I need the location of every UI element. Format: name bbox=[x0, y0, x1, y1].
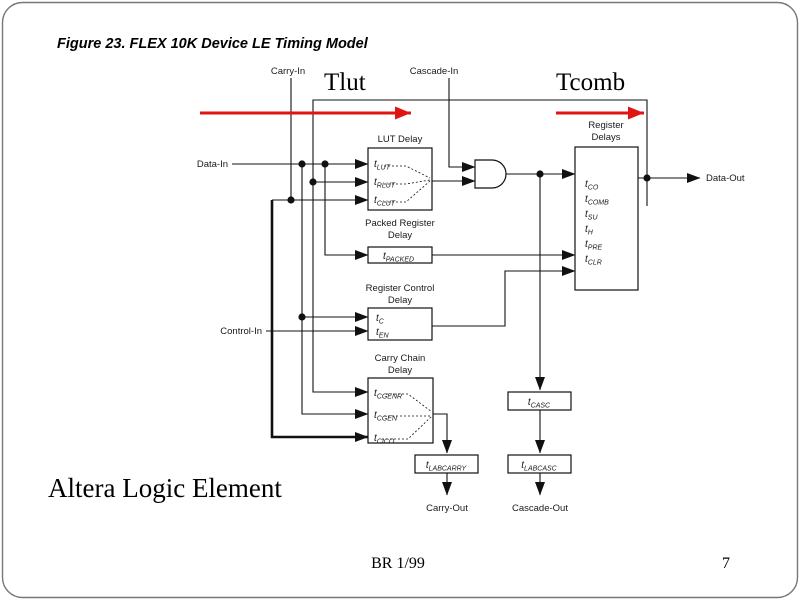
svg-text:tLABCASC: tLABCASC bbox=[521, 460, 557, 473]
wire-regctl-output bbox=[432, 271, 575, 326]
carry-out-label: Carry-Out bbox=[426, 503, 468, 514]
svg-text:tPRE: tPRE bbox=[585, 239, 603, 252]
tlut-annotation: Tlut bbox=[324, 69, 366, 96]
regdel-title-1: Register bbox=[588, 120, 624, 131]
svg-text:tCO: tCO bbox=[585, 179, 599, 192]
carry-in-label: Carry-In bbox=[270, 66, 306, 77]
slide-caption: Altera Logic Element bbox=[48, 473, 282, 503]
carry-chain-box bbox=[368, 378, 433, 443]
svg-text:tCGENR: tCGENR bbox=[374, 388, 403, 401]
svg-text:tC: tC bbox=[376, 313, 384, 326]
svg-text:tCLR: tCLR bbox=[585, 254, 602, 267]
tcomb-annotation: Tcomb bbox=[556, 69, 626, 96]
svg-text:tLUT: tLUT bbox=[374, 159, 391, 172]
carry-title-2: Delay bbox=[387, 365, 413, 376]
footer-text: BR 1/99 bbox=[371, 555, 425, 572]
packed-title-2: Delay bbox=[387, 230, 413, 241]
wire-packed-input bbox=[325, 164, 368, 255]
cascade-out-label: Cascade-Out bbox=[512, 503, 568, 514]
svg-text:tCICO: tCICO bbox=[374, 433, 395, 446]
figure-title: Figure 23. FLEX 10K Device LE Timing Model bbox=[57, 36, 368, 52]
svg-text:tCOMB: tCOMB bbox=[585, 194, 609, 207]
svg-text:tH: tH bbox=[585, 224, 593, 237]
wire-cascade-in bbox=[449, 78, 475, 167]
svg-text:tEN: tEN bbox=[376, 327, 389, 340]
data-in-label: Data-In bbox=[196, 159, 228, 170]
svg-text:tRLUT: tRLUT bbox=[374, 177, 396, 190]
wire-labcarry-input bbox=[433, 414, 447, 453]
svg-text:tLABCARRY: tLABCARRY bbox=[425, 460, 467, 473]
regctl-title-1: Register Control bbox=[365, 283, 435, 294]
svg-text:tCLUT: tCLUT bbox=[374, 195, 396, 208]
data-out-label: Data-Out bbox=[706, 173, 745, 184]
cascade-and-gate bbox=[475, 160, 506, 188]
lut-delay-title: LUT Delay bbox=[377, 134, 423, 145]
regdel-title-2: Delays bbox=[591, 132, 621, 143]
control-in-label: Control-In bbox=[220, 326, 262, 337]
wire-cico-input bbox=[272, 200, 368, 437]
wire-cgen-input bbox=[302, 164, 368, 414]
svg-text:tSU: tSU bbox=[585, 209, 598, 222]
page-number: 7 bbox=[722, 555, 730, 572]
svg-text:tCGEN: tCGEN bbox=[374, 410, 398, 423]
cascade-in-label: Cascade-In bbox=[409, 66, 459, 77]
packed-title-1: Packed Register bbox=[365, 218, 435, 229]
carry-title-1: Carry Chain bbox=[374, 353, 426, 364]
svg-text:tPACKED: tPACKED bbox=[383, 251, 415, 264]
regctl-title-2: Delay bbox=[387, 295, 413, 306]
svg-text:tCASC: tCASC bbox=[527, 397, 551, 410]
